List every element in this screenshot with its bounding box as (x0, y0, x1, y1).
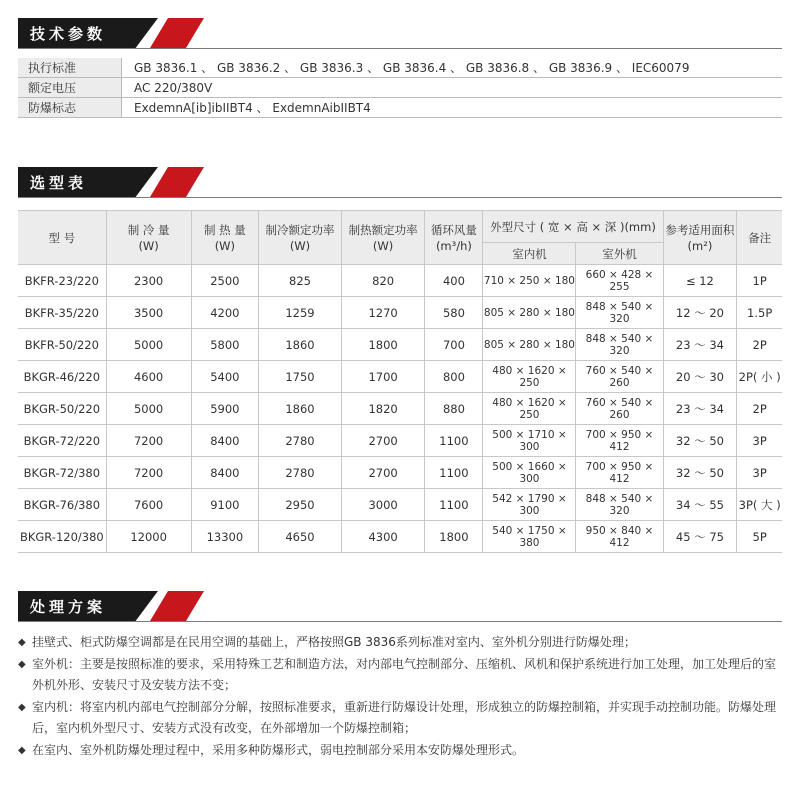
cell-airflow: 580 (425, 297, 483, 329)
cell-model: BKGR-72/220 (18, 425, 106, 457)
spec-row (18, 98, 782, 118)
header-outdoor: 室外机 (576, 243, 663, 265)
cell-indoor-dims: 542 × 1790 × 300 (483, 489, 576, 521)
section-title: 技术参数 (30, 25, 107, 43)
cell-cooling: 7200 (106, 425, 191, 457)
section-title: 选型表 (30, 174, 88, 192)
cell-cooling: 7600 (106, 489, 191, 521)
cell-note: 5P (737, 521, 782, 553)
cell-model: BKFR-35/220 (18, 297, 106, 329)
cell-indoor-dims: 480 × 1620 × 250 (483, 361, 576, 393)
cell-indoor-dims: 500 × 1710 × 300 (483, 425, 576, 457)
cell-model: BKGR-46/220 (18, 361, 106, 393)
cell-airflow: 400 (425, 265, 483, 297)
header-note: 备注 (737, 211, 782, 265)
spec-value: ExdemnA[ib]ibIIBT4 、 ExdemnAibIIBT4 (122, 98, 783, 118)
cell-heating: 9100 (191, 489, 259, 521)
cell-outdoor-dims: 848 × 540 × 320 (576, 297, 663, 329)
cell-heat-power: 4300 (341, 521, 425, 553)
cell-cool-power: 1860 (259, 329, 342, 361)
spec-label: 防爆标志 (18, 98, 122, 118)
diamond-bullet-icon: ◆ (18, 701, 26, 713)
cell-airflow: 700 (425, 329, 483, 361)
header-cooling: 制 冷 量 (W) (106, 211, 191, 265)
cell-area: 32 ～ 50 (663, 425, 737, 457)
section-divider (18, 197, 782, 198)
cell-heating: 8400 (191, 425, 259, 457)
cell-cooling: 7200 (106, 457, 191, 489)
cell-outdoor-dims: 950 × 840 × 412 (576, 521, 663, 553)
cell-cool-power: 1860 (259, 393, 342, 425)
table-row (18, 457, 782, 489)
header-heating: 制 热 量 (W) (191, 211, 259, 265)
table-row (18, 393, 782, 425)
header-airflow: 循环风量 (m³/h) (425, 211, 483, 265)
cell-cool-power: 2780 (259, 457, 342, 489)
cell-heat-power: 2700 (341, 457, 425, 489)
cell-model: BKFR-50/220 (18, 329, 106, 361)
cell-cool-power: 4650 (259, 521, 342, 553)
cell-model: BKGR-120/380 (18, 521, 106, 553)
cell-cooling: 3500 (106, 297, 191, 329)
cell-model: BKGR-50/220 (18, 393, 106, 425)
cell-note: 3P (737, 457, 782, 489)
cell-cool-power: 2780 (259, 425, 342, 457)
cell-outdoor-dims: 700 × 950 × 412 (576, 457, 663, 489)
cell-airflow: 1100 (425, 489, 483, 521)
cell-note: 3P( 大 ) (737, 489, 782, 521)
table-row (18, 489, 782, 521)
cell-model: BKGR-72/380 (18, 457, 106, 489)
cell-note: 2P (737, 329, 782, 361)
cell-heating: 8400 (191, 457, 259, 489)
cell-airflow: 1100 (425, 457, 483, 489)
header-model: 型 号 (18, 211, 106, 265)
cell-heat-power: 1800 (341, 329, 425, 361)
cell-cool-power: 825 (259, 265, 342, 297)
cell-cool-power: 1259 (259, 297, 342, 329)
cell-indoor-dims: 805 × 280 × 180 (483, 297, 576, 329)
treatment-list (18, 632, 782, 761)
header-dims: 外型尺寸 ( 宽 × 高 × 深 )(mm) (483, 211, 663, 243)
cell-note: 3P (737, 425, 782, 457)
table-row (18, 265, 782, 297)
cell-area: 23 ～ 34 (663, 393, 737, 425)
spec-label: 执行标准 (18, 58, 122, 78)
cell-note: 1.5P (737, 297, 782, 329)
list-item: ◆ 在室内、室外机防爆处理过程中，采用多种防爆形式，弱电控制部分采用本安防爆处理形式。 (18, 740, 782, 762)
cell-area: 23 ～ 34 (663, 329, 737, 361)
diamond-bullet-icon: ◆ (18, 658, 26, 670)
section-title: 处理方案 (30, 598, 107, 616)
header-cool-power: 制冷额定功率 (W) (259, 211, 342, 265)
cell-cooling: 5000 (106, 393, 191, 425)
section-header-treatment (18, 591, 204, 621)
cell-outdoor-dims: 700 × 950 × 412 (576, 425, 663, 457)
spec-value: GB 3836.1 、 GB 3836.2 、 GB 3836.3 、 GB 3836.4 、 GB 3836.8 、 GB 3836.9 、 IEC60079 (122, 58, 783, 78)
cell-heating: 2500 (191, 265, 259, 297)
selection-table (18, 210, 782, 553)
cell-area: 20 ～ 30 (663, 361, 737, 393)
cell-indoor-dims: 480 × 1620 × 250 (483, 393, 576, 425)
cell-heat-power: 820 (341, 265, 425, 297)
cell-cooling: 12000 (106, 521, 191, 553)
cell-heating: 4200 (191, 297, 259, 329)
section-divider (18, 48, 782, 49)
cell-area: 12 ～ 20 (663, 297, 737, 329)
cell-heat-power: 2700 (341, 425, 425, 457)
list-item: ◆ 室内机：将室内机内部电气控制部分分解，按照标准要求，重新进行防爆设计处理，形成独立的防爆控制箱，并实现手动控制功能。防爆处理后，室内机外型尺寸、安装方式没有改变，在外部增加一个防爆控制箱； (18, 697, 782, 740)
cell-outdoor-dims: 848 × 540 × 320 (576, 329, 663, 361)
cell-outdoor-dims: 760 × 540 × 260 (576, 393, 663, 425)
cell-airflow: 1800 (425, 521, 483, 553)
spec-table (18, 58, 782, 118)
cell-cooling: 4600 (106, 361, 191, 393)
spec-row (18, 78, 782, 98)
cell-model: BKGR-76/380 (18, 489, 106, 521)
cell-outdoor-dims: 660 × 428 × 255 (576, 265, 663, 297)
cell-heating: 5400 (191, 361, 259, 393)
cell-heat-power: 1700 (341, 361, 425, 393)
cell-cool-power: 2950 (259, 489, 342, 521)
cell-note: 2P( 小 ) (737, 361, 782, 393)
cell-model: BKFR-23/220 (18, 265, 106, 297)
cell-heat-power: 1270 (341, 297, 425, 329)
table-row (18, 329, 782, 361)
list-item: ◆ 室外机：主要是按照标准的要求，采用特殊工艺和制造方法，对内部电气控制部分、压缩机、风机和保护系统进行加工处理，加工处理后的室外机外形、安装尺寸及安装方法不变； (18, 654, 782, 697)
cell-area: 32 ～ 50 (663, 457, 737, 489)
section-divider (18, 621, 782, 622)
cell-airflow: 880 (425, 393, 483, 425)
cell-heat-power: 3000 (341, 489, 425, 521)
cell-indoor-dims: 540 × 1750 × 380 (483, 521, 576, 553)
diamond-bullet-icon: ◆ (18, 744, 26, 756)
table-row (18, 521, 782, 553)
cell-indoor-dims: 710 × 250 × 180 (483, 265, 576, 297)
cell-cool-power: 1750 (259, 361, 342, 393)
cell-area: ≤ 12 (663, 265, 737, 297)
diamond-bullet-icon: ◆ (18, 637, 26, 648)
cell-note: 2P (737, 393, 782, 425)
cell-airflow: 800 (425, 361, 483, 393)
spec-label: 额定电压 (18, 78, 122, 98)
cell-airflow: 1100 (425, 425, 483, 457)
cell-heating: 5800 (191, 329, 259, 361)
cell-area: 34 ～ 55 (663, 489, 737, 521)
cell-heat-power: 1820 (341, 393, 425, 425)
cell-indoor-dims: 805 × 280 × 180 (483, 329, 576, 361)
header-indoor: 室内机 (483, 243, 576, 265)
section-header-selection (18, 167, 204, 197)
header-area: 参考适用面积 (m²) (663, 211, 737, 265)
cell-note: 1P (737, 265, 782, 297)
section-header-params (18, 18, 204, 48)
table-row (18, 297, 782, 329)
header-heat-power: 制热额定功率 (W) (341, 211, 425, 265)
cell-indoor-dims: 500 × 1660 × 300 (483, 457, 576, 489)
table-row (18, 425, 782, 457)
cell-outdoor-dims: 848 × 540 × 320 (576, 489, 663, 521)
spec-row (18, 58, 782, 78)
spec-value: AC 220/380V (122, 78, 783, 98)
cell-cooling: 5000 (106, 329, 191, 361)
cell-cooling: 2300 (106, 265, 191, 297)
cell-heating: 13300 (191, 521, 259, 553)
table-row (18, 361, 782, 393)
cell-area: 45 ～ 75 (663, 521, 737, 553)
cell-heating: 5900 (191, 393, 259, 425)
cell-outdoor-dims: 760 × 540 × 260 (576, 361, 663, 393)
list-item: ◆ 挂壁式、柜式防爆空调都是在民用空调的基础上，严格按照GB 3836系列标准对室内、室外机分别进行防爆处理； (18, 632, 782, 654)
